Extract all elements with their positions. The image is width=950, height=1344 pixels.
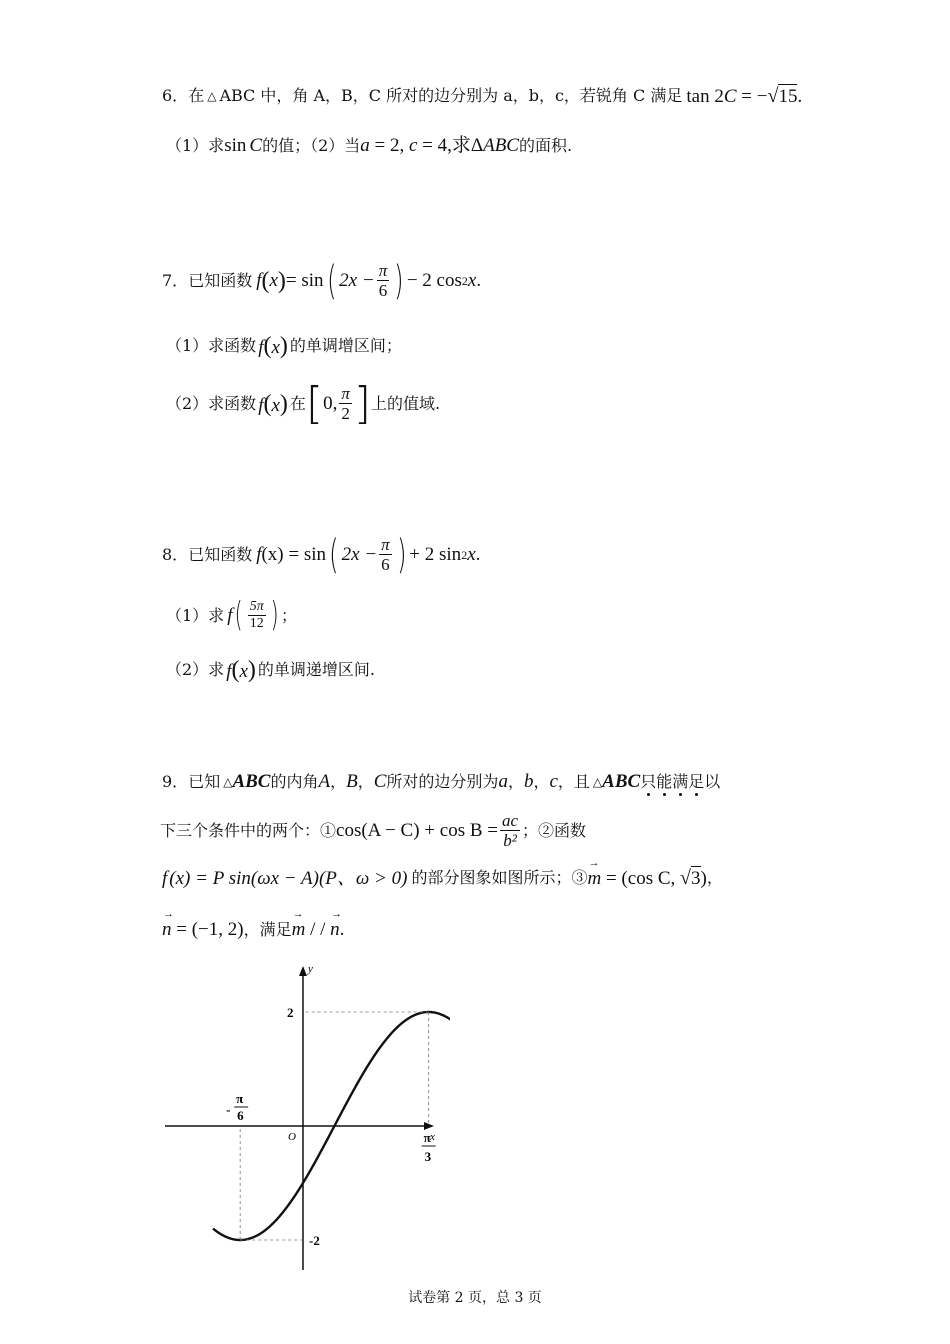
q7-in: 在 <box>289 393 306 413</box>
q9-yi: 以 <box>704 771 721 791</box>
q8-part2 <box>166 658 375 682</box>
q9-line3: f (x) = P sin(ωx − A)(P、ω > 0) 的部分图象如图所示；③ → m = (cos C, √3) ， <box>162 868 723 888</box>
q6-text-main: ABC 中，角 A，B，C 所对的边分别为 a，b，c，若锐角 C 满足 <box>219 86 683 105</box>
q7-part2 <box>166 378 441 429</box>
x-axis-arrow <box>424 1122 434 1130</box>
x-tick-minus: - <box>226 1102 231 1117</box>
q9-c: c <box>549 771 558 792</box>
q9-cond1-frac: $\frac{ac}{\text{b²}}$ <box>502 811 519 850</box>
q8-line1 <box>162 531 481 578</box>
origin-label: O <box>288 1131 296 1143</box>
q6-part1-label: （1）求 <box>166 135 225 155</box>
q9-A: A <box>318 771 331 792</box>
q7-intro: 已知函数 <box>188 270 253 290</box>
q9-vector-n: → n = (−1, 2) <box>162 920 244 939</box>
q9-line2 <box>160 812 586 849</box>
q9-cond2-text: 的部分图象如图所示；③ <box>411 868 588 887</box>
triangle-icon-2: △ <box>592 774 603 789</box>
y-axis-label: y <box>308 963 313 975</box>
q7-part1-text: 的单调增区间； <box>289 336 402 355</box>
q6-parts <box>166 136 572 155</box>
q9-comma: ， <box>706 868 723 887</box>
q9-cond2-label: ；②函数 <box>522 820 587 840</box>
sine-graph <box>150 958 450 1278</box>
q6-values: a = 2, c = 4, <box>360 135 452 156</box>
q9-intro: 已知 <box>188 771 221 791</box>
q9-b: b <box>523 771 534 792</box>
x-tick-pi-1: π <box>236 1091 244 1106</box>
q8-number: 8． <box>162 544 189 564</box>
q9-parallel: → m / / → n. <box>292 920 345 939</box>
q8-part1 <box>166 595 298 636</box>
q9-abc-2: ABC <box>602 771 641 792</box>
q9-vector-m: → m = (cos C, √3) <box>587 868 706 888</box>
q9-line1: 9． 已知 △ ABC 的内角 A ， B ， C 所对的边分别为 a ， b ， c ，且 △ ABC 只能满足 以 <box>162 771 721 792</box>
y-tick-minus-2: -2 <box>309 1233 320 1248</box>
x-tick-pi-2: π <box>423 1130 431 1145</box>
q9-text2: 所对的边分别为 <box>386 771 499 791</box>
q9-abc: ABC <box>232 771 271 792</box>
q9-emphasis: 只能满足 <box>640 771 705 791</box>
y-axis-arrow <box>299 966 307 976</box>
q9-conditions: 下三个条件中的两个：① <box>160 820 337 840</box>
x-axis-label: x <box>430 1131 435 1143</box>
q9-B: B <box>346 771 358 792</box>
q9-number: 9． <box>162 771 189 791</box>
q7-part1-label: （1）求函数 <box>166 336 257 355</box>
q6-number: 6． <box>162 86 189 105</box>
x-tick-six: 6 <box>237 1108 244 1123</box>
q8-intro: 已知函数 <box>188 544 253 564</box>
q7-line1 <box>162 257 482 304</box>
q8-part1-label: （1）求 <box>166 605 225 625</box>
q6-sinC: sin C <box>224 135 263 156</box>
q6-area-suffix: 的面积. <box>518 135 573 155</box>
q7-number: 7． <box>162 270 189 290</box>
q8-part2-label: （2）求 <box>166 660 225 679</box>
q9-cond2-func: (x) = P sin(ωx − A)(P、ω > 0) <box>169 867 408 889</box>
q9-line4 <box>162 920 344 939</box>
q9-satisfy: ，满足 <box>243 919 292 939</box>
q8-semicolon: ； <box>281 605 298 625</box>
q6-area-request: 求ΔABC <box>451 135 519 156</box>
q9-cond1: cos(A − C) + cos B = <box>336 820 498 841</box>
q6-condition: tan 2C = −√15. <box>686 85 803 107</box>
q8-f-value: f ( $\frac{5\pi}{12}$ ) <box>227 595 279 636</box>
y-tick-2: 2 <box>287 1005 294 1020</box>
q7-interval: [ 0, $\frac{\pi}{2}$ ] <box>305 378 372 429</box>
q9-a: a <box>498 771 508 792</box>
q7-part2-label: （2）求函数 <box>166 393 257 413</box>
q6-text-prefix: 在 <box>188 86 205 105</box>
x-tick-three: 3 <box>424 1149 432 1164</box>
q7-part1 <box>166 334 402 358</box>
q7-fx: f(x) <box>258 333 288 359</box>
q9-C: C <box>373 771 387 792</box>
triangle-icon: △ <box>223 774 233 789</box>
q8-function-def: f (x) = sin ( 2x − $\frac{\pi}{6}$ ) + 2 sin 2 x . <box>256 531 481 578</box>
q7-function-def: f ( x ) = sin ( 2x − $\frac{\pi}{6}$ ) − 2 cos 2 x . <box>256 257 482 304</box>
q7-part2-text: 上的值域. <box>371 393 441 413</box>
q9-text: 的内角 <box>270 771 319 791</box>
q9-and: ，且 <box>557 771 590 791</box>
q7-fx-2: f(x) <box>258 390 288 417</box>
q6-part2-label: 的值；（2）当 <box>262 135 361 155</box>
page-footer: 试卷第 2 页，总 3 页 <box>408 1290 542 1306</box>
triangle-icon: △ <box>207 89 217 103</box>
q6-line1 <box>162 86 802 106</box>
q8-fx: f(x) <box>226 657 256 683</box>
q8-part2-text: 的单调递增区间. <box>257 660 375 679</box>
